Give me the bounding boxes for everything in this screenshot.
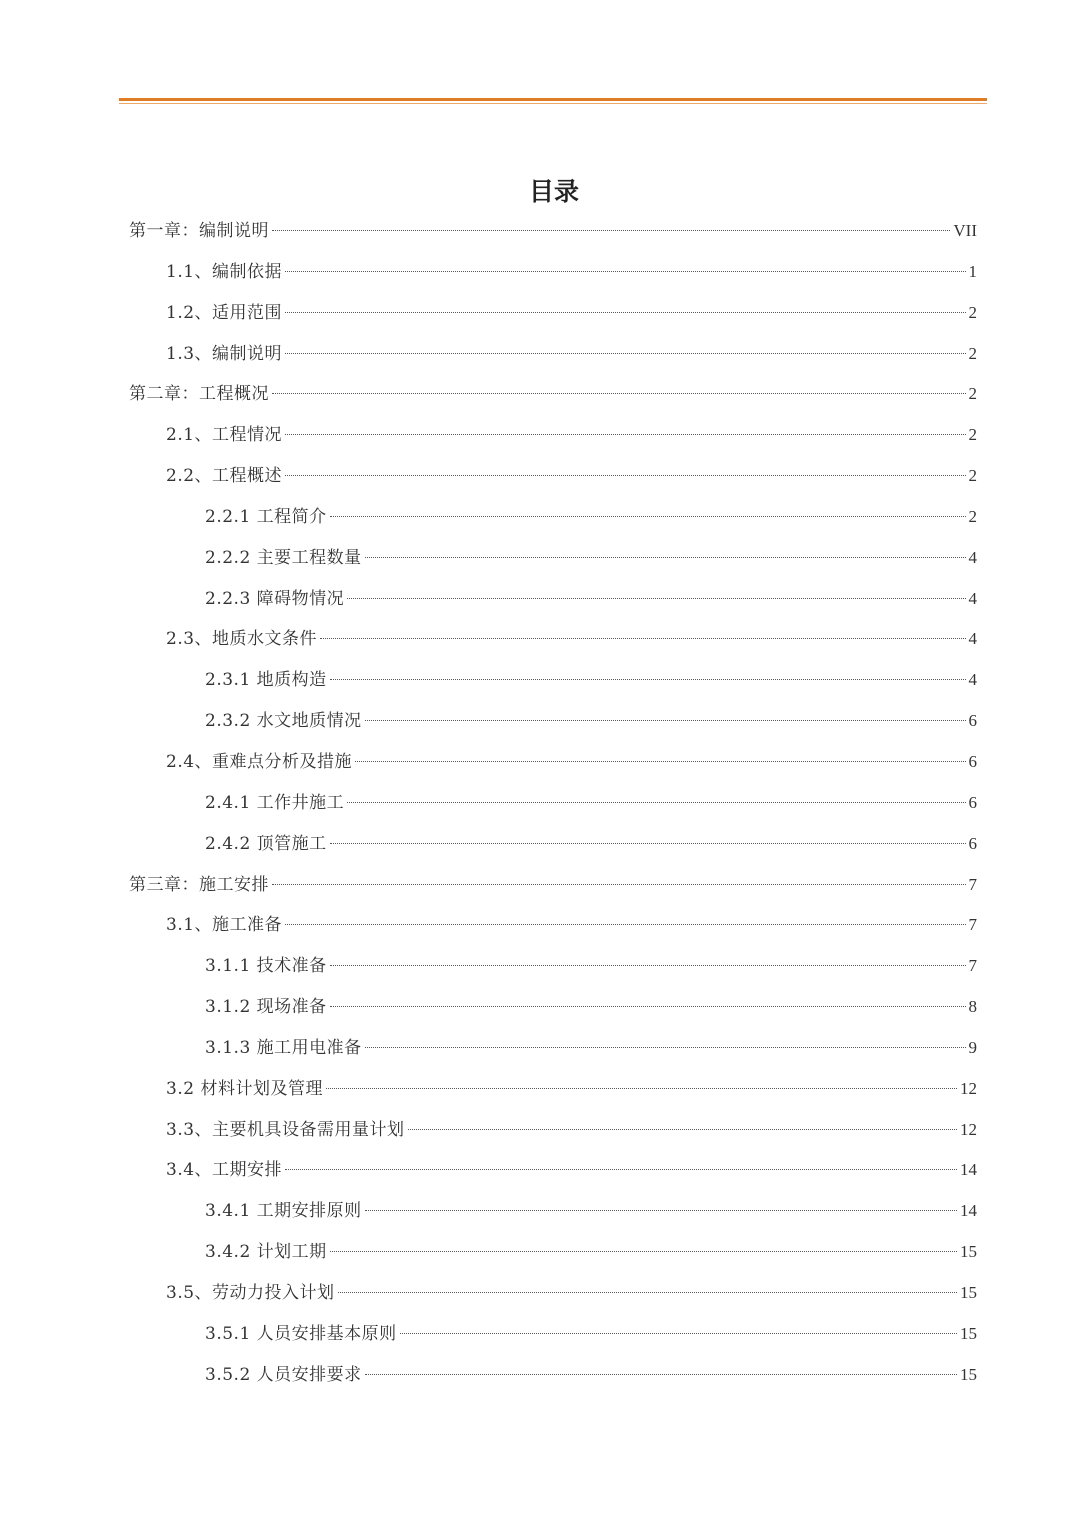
toc-entry-label: 2.2.3 障碍物情况 — [205, 588, 345, 609]
toc-dot-leader — [330, 843, 966, 844]
toc-dot-leader — [330, 1251, 957, 1252]
toc-dot-leader — [285, 312, 965, 313]
toc-entry-page-number: 4 — [968, 670, 977, 690]
toc-entry-label: 3.1.3 施工用电准备 — [205, 1037, 362, 1058]
toc-dot-leader — [347, 802, 965, 803]
toc-entry-page-number: 14 — [960, 1201, 977, 1221]
header-rule-thin — [119, 103, 987, 104]
toc-entry-page-number: 15 — [960, 1364, 977, 1384]
toc-entry[interactable] — [0, 497, 1080, 538]
toc-entry[interactable] — [0, 865, 1080, 906]
toc-dot-leader — [285, 1169, 957, 1170]
toc-entry-label: 2.4、重难点分析及措施 — [166, 751, 353, 772]
toc-entry[interactable] — [0, 1273, 1080, 1314]
toc-entry[interactable] — [0, 293, 1080, 334]
toc-entry[interactable] — [0, 456, 1080, 497]
toc-entry[interactable] — [0, 1314, 1080, 1355]
toc-entry-label: 3.4、工期安排 — [166, 1160, 283, 1181]
toc-entry-page-number: 15 — [960, 1323, 977, 1343]
toc-entry[interactable] — [0, 579, 1080, 620]
toc-dot-leader — [330, 516, 966, 517]
toc-dot-leader — [285, 924, 965, 925]
toc-entry-label: 3.5.2 人员安排要求 — [205, 1364, 362, 1385]
toc-entry-label: 2.3、地质水文条件 — [166, 629, 318, 650]
toc-dot-leader — [365, 1047, 966, 1048]
toc-entry-label: 3.1、施工准备 — [166, 915, 283, 936]
toc-entry[interactable] — [0, 1069, 1080, 1110]
toc-entry-label: 2.2.2 主要工程数量 — [205, 547, 362, 568]
toc-dot-leader — [285, 475, 965, 476]
toc-entry-label: 2.1、工程情况 — [166, 425, 283, 446]
toc-entry-page-number: 1 — [968, 261, 977, 281]
toc-entry[interactable] — [0, 946, 1080, 987]
toc-dot-leader — [330, 1006, 966, 1007]
toc-entry-page-number: 6 — [968, 792, 977, 812]
table-of-contents — [0, 211, 1080, 1395]
toc-entry-label: 1.1、编制依据 — [166, 261, 283, 282]
toc-dot-leader — [365, 557, 966, 558]
toc-entry-label: 2.3.2 水文地质情况 — [205, 711, 362, 732]
toc-entry-page-number: 2 — [968, 466, 977, 486]
toc-dot-leader — [347, 598, 965, 599]
toc-entry-label: 3.4.2 计划工期 — [205, 1242, 327, 1263]
toc-entry-page-number: 6 — [968, 833, 977, 853]
header-rule-thick — [119, 98, 987, 101]
toc-dot-leader — [272, 884, 966, 885]
toc-dot-leader — [326, 1088, 957, 1089]
toc-entry[interactable] — [0, 824, 1080, 865]
toc-dot-leader — [272, 393, 966, 394]
toc-entry[interactable] — [0, 252, 1080, 293]
toc-entry-label: 3.3、主要机具设备需用量计划 — [166, 1119, 405, 1140]
toc-entry-page-number: 15 — [960, 1282, 977, 1302]
toc-entry-page-number: 2 — [968, 425, 977, 445]
toc-entry-page-number: 2 — [968, 506, 977, 526]
toc-dot-leader — [330, 679, 966, 680]
toc-entry-page-number: 8 — [968, 997, 977, 1017]
toc-entry-page-number: 6 — [968, 751, 977, 771]
toc-entry-label: 3.1.2 现场准备 — [205, 997, 327, 1018]
toc-entry-label: 2.4.2 顶管施工 — [205, 833, 327, 854]
toc-entry-label: 1.2、适用范围 — [166, 302, 283, 323]
toc-dot-leader — [285, 271, 965, 272]
toc-entry-page-number: 7 — [968, 874, 977, 894]
toc-entry-page-number: VII — [953, 221, 977, 240]
toc-entry-label: 3.5、劳动力投入计划 — [166, 1282, 335, 1303]
toc-entry-page-number: 9 — [968, 1037, 977, 1057]
toc-dot-leader — [285, 353, 965, 354]
header-rule — [119, 98, 987, 104]
toc-dot-leader — [365, 720, 966, 721]
toc-dot-leader — [355, 761, 965, 762]
toc-entry-page-number: 12 — [960, 1078, 977, 1098]
toc-entry-label: 第一章：编制说明 — [129, 221, 269, 241]
toc-entry-label: 第三章：施工安排 — [129, 874, 269, 895]
toc-entry-label: 3.4.1 工期安排原则 — [205, 1201, 362, 1222]
toc-entry-page-number: 2 — [968, 302, 977, 322]
toc-entry[interactable] — [0, 742, 1080, 783]
toc-entry-page-number: 4 — [968, 547, 977, 567]
toc-entry-page-number: 6 — [968, 711, 977, 731]
toc-dot-leader — [320, 638, 965, 639]
toc-entry[interactable] — [0, 905, 1080, 946]
toc-dot-leader — [400, 1333, 957, 1334]
toc-entry[interactable] — [0, 1355, 1080, 1396]
toc-entry-label: 3.5.1 人员安排基本原则 — [205, 1323, 397, 1344]
toc-entry[interactable] — [0, 1150, 1080, 1191]
toc-dot-leader — [272, 230, 950, 231]
toc-title: 目录 — [528, 177, 579, 206]
toc-entry[interactable] — [0, 1191, 1080, 1232]
toc-entry[interactable] — [0, 783, 1080, 824]
toc-dot-leader — [408, 1129, 957, 1130]
toc-entry-label: 1.3、编制说明 — [166, 343, 283, 364]
toc-entry-label: 第二章：工程概况 — [129, 384, 269, 405]
toc-entry[interactable] — [0, 660, 1080, 701]
toc-entry[interactable] — [0, 1110, 1080, 1151]
toc-entry-label: 3.1.1 技术准备 — [205, 956, 327, 977]
toc-entry-page-number: 7 — [968, 915, 977, 935]
toc-entry[interactable] — [0, 415, 1080, 456]
toc-dot-leader — [365, 1374, 957, 1375]
toc-dot-leader — [285, 434, 965, 435]
toc-entry-label: 2.2、工程概述 — [166, 466, 283, 487]
toc-entry-page-number: 7 — [968, 956, 977, 976]
toc-entry-label: 3.2 材料计划及管理 — [166, 1078, 323, 1099]
toc-entry[interactable] — [0, 211, 1080, 252]
toc-entry-label: 2.2.1 工程简介 — [205, 506, 327, 527]
toc-entry[interactable] — [0, 334, 1080, 375]
toc-dot-leader — [365, 1210, 957, 1211]
toc-entry-page-number: 14 — [960, 1160, 977, 1180]
toc-entry[interactable] — [0, 987, 1080, 1028]
toc-entry-page-number: 4 — [968, 588, 977, 608]
toc-entry-page-number: 15 — [960, 1242, 977, 1262]
toc-entry-page-number: 4 — [968, 629, 977, 649]
toc-entry-page-number: 2 — [968, 384, 977, 404]
toc-entry[interactable] — [0, 374, 1080, 415]
toc-entry[interactable] — [0, 1028, 1080, 1069]
toc-entry[interactable] — [0, 538, 1080, 579]
toc-entry-label: 2.4.1 工作井施工 — [205, 792, 345, 813]
toc-entry[interactable] — [0, 1232, 1080, 1273]
toc-entry-page-number: 12 — [960, 1119, 977, 1139]
toc-entry-label: 2.3.1 地质构造 — [205, 670, 327, 691]
toc-entry-page-number: 2 — [968, 343, 977, 363]
toc-entry[interactable] — [0, 619, 1080, 660]
toc-dot-leader — [330, 965, 966, 966]
toc-dot-leader — [338, 1292, 957, 1293]
toc-entry[interactable] — [0, 701, 1080, 742]
